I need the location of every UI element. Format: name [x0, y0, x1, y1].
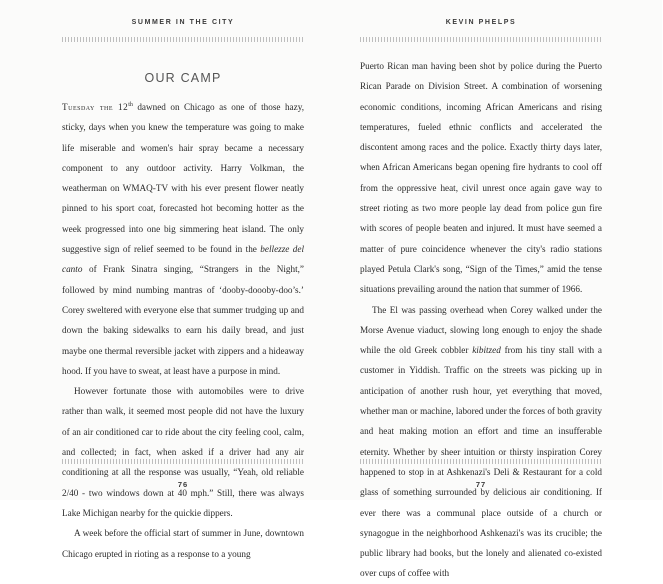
- right-page: [331, 0, 662, 579]
- ordinal-suffix: th: [128, 101, 133, 108]
- italic-phrase: bellezze del canto: [62, 244, 305, 275]
- paragraph-text: dawned on Chicago as one of those hazy, sticky, days when you knew the temperature was going to make life miserable and women's hair spray became a necessary component to any outdoor activity. Harry Volkman, the weatherman on WMAQ-TV with his ever present flower neatly pinned to his sport coat, forecasted hot becoming hotter as the week progressed into one big simmering heat island. The only suggestive sign of relief seemed to be found in the: [62, 102, 304, 255]
- chapter-title: OUR CAMP: [144, 71, 222, 85]
- footer-rule: [62, 459, 304, 464]
- page-number-right: 77: [475, 480, 487, 489]
- page-number-left: 76: [177, 480, 189, 489]
- body-text-left: [62, 97, 304, 564]
- paragraph: However fortunate those with automobiles were to drive rather than walk, it seemed most people did not have the luxury of an air conditioned car to ride about the city feeling cool, calm, and collected; in fact, when asked if a driver had any air conditioning at all the response was usually, “Yeah, old reliable 2/40 - two windows down at 40 mph.” Still, there was always Lake Michigan nearby for the quickie dippers.: [62, 386, 304, 518]
- paragraph-text: of Frank Sinatra singing, “Strangers in the Night,” followed by mind numbing mantras of ‘dooby-doooby-doo’s.’ Corey sweltered with everyone else that summer trudging up and down the baking sidewalks to earn his daily bread, and just maybe one thermal reversible jacket with zippers and a hideaway hood. If you have to sweat, at least have a purpose in mind.: [62, 264, 304, 376]
- left-page: [0, 0, 331, 559]
- running-head-right: KEVIN PHELPS: [445, 19, 517, 26]
- footer-rule: [360, 459, 602, 464]
- paragraph: [62, 97, 304, 381]
- paragraph-text: The El was passing overhead when Corey walked under the Morse Avenue viaduct, slowing long enough to enjoy the shade while the old Greek cobbler: [360, 304, 602, 356]
- italic-word: kibitzed: [472, 345, 501, 356]
- header-rule: [360, 37, 602, 42]
- running-head-left: SUMMER IN THE CITY: [131, 19, 235, 26]
- chapter-opening: Tuesday the 12: [62, 102, 129, 112]
- paragraph: Puerto Rican man having been shot by police during the Puerto Rican Parade on Division Street. A combination of worsening economic conditions, incoming African Americans and rising temperatures, fueled ethnic conflicts and accelerated the discontent among races and the police. Exactly thirty days later, when African Americans began opening fire hydrants to cool off from the oppressive heat, civil unrest once again gave way to street rioting as two more people lay dead from police gun fire with scores of people beaten and injured. It must have seemed a matter of pure coincidence whenever the city's radio stations played Petula Clark's song, “Sign of the Times,” amid the tense situations prevailing around the nation that summer of 1966.: [360, 61, 602, 295]
- paragraph-text: from his tiny stall with a customer in Yiddish. Traffic on the streets was picking up in anticipation of another rush hour, yet everything that moved, whether man or machine, labored under the forces of both gravity and heat making motion an effort and time an insufferable eternity. Whether by sheer intuition or thirsty inspiration Corey happened to stop in at Ashkenazi's Deli & Restaurant for a cold glass of something surrounded by delicious air conditioning. If ever there was a communal place outside of a church or synagogue in the neighborhood Ashkenazi's was its crucible; the public library had books, but the lonely and alienated co-existed over cups of coffee with: [360, 345, 602, 579]
- paragraph: A week before the official start of summer in June, downtown Chicago erupted in rioting as a response to a young: [62, 528, 304, 559]
- body-text-right: [360, 56, 602, 584]
- header-rule: [62, 37, 304, 42]
- paragraph: [360, 300, 602, 584]
